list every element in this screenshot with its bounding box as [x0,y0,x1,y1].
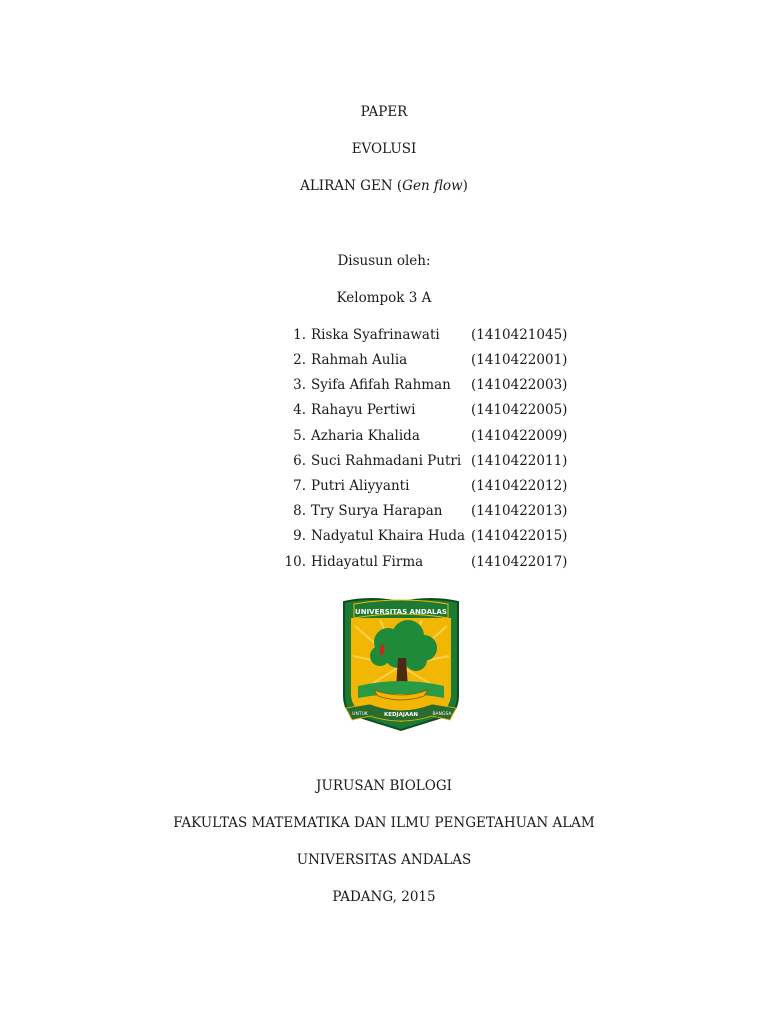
list-item [0,478,768,498]
member-number: 7. [293,478,306,494]
place-year: PADANG, 2015 [332,889,436,905]
list-item [0,327,768,347]
member-name: Rahayu Pertiwi [311,402,416,418]
compiled-by-label: Disusun oleh: [337,253,431,269]
university-logo [340,596,462,732]
list-item [0,503,768,523]
member-name: Putri Aliyyanti [311,478,410,494]
member-id: (1410422012) [471,478,568,494]
paper-label: PAPER [360,104,408,120]
member-number: 4. [293,402,306,418]
member-number: 5. [293,428,306,444]
list-item [0,402,768,422]
list-item [0,453,768,473]
member-name: Hidayatul Firma [311,554,424,570]
member-name: Nadyatul Khaira Huda [311,528,466,544]
member-id: (1410422001) [471,352,568,368]
member-id: (1410422009) [471,428,568,444]
member-id: (1410422017) [471,554,568,570]
list-item [0,554,768,574]
list-item [0,352,768,372]
member-number: 6. [293,453,306,469]
logo-top-text: UNIVERSITAS ANDALAS [355,608,447,616]
member-name: Suci Rahmadani Putri [311,453,462,469]
member-id: (1410422011) [471,453,568,469]
logo-ribbon-center: KEDJAJAAN [383,712,419,718]
topic-prefix: ALIRAN GEN ( [300,178,403,194]
topic-italic: Gen flow [402,178,463,194]
group-label: Kelompok 3 A [336,290,432,306]
member-id: (1410421045) [471,327,568,343]
university-name: UNIVERSITAS ANDALAS [296,852,472,868]
logo-ribbon-left: UNTUK [352,712,368,717]
member-number: 9. [293,528,306,544]
department-name: JURUSAN BIOLOGI [316,778,452,794]
faculty-name: FAKULTAS MATEMATIKA DAN ILMU PENGETAHUAN ALAM [173,815,595,831]
member-id: (1410422015) [471,528,568,544]
member-name: Syifa Afifah Rahman [311,377,451,393]
member-name: Azharia Khalida [311,428,420,444]
member-number: 2. [293,352,306,368]
member-id: (1410422003) [471,377,568,393]
member-number: 3. [293,377,306,393]
member-number: 1. [293,327,306,343]
list-item [0,428,768,448]
logo-ribbon-right: BANGSA [432,712,452,717]
list-item [0,377,768,397]
member-name: Try Surya Harapan [311,503,443,519]
member-number: 10. [284,554,306,570]
topic-title [0,178,768,194]
topic-suffix: ) [462,178,468,194]
member-name: Rahmah Aulia [311,352,408,368]
member-id: (1410422013) [471,503,568,519]
member-name: Riska Syafrinawati [311,327,440,343]
member-id: (1410422005) [471,402,568,418]
list-item [0,528,768,548]
subject-title: EVOLUSI [351,141,417,157]
member-number: 8. [293,503,306,519]
